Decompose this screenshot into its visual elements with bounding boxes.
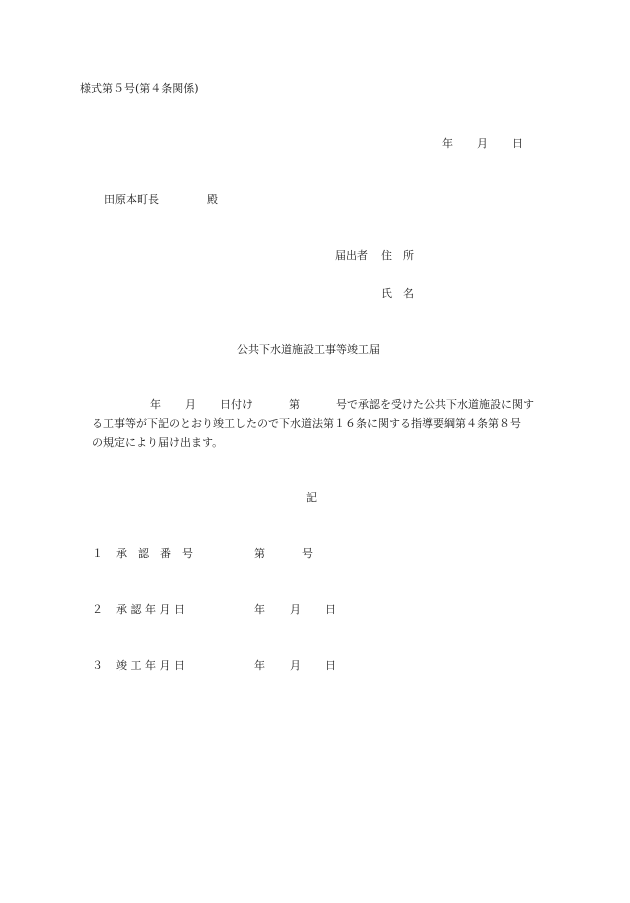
item-number: ３ xyxy=(92,659,103,672)
item-number: ２ xyxy=(92,603,103,616)
date-day: 日 xyxy=(512,137,523,150)
ki-heading: 記 xyxy=(306,491,317,504)
form-number: 様式第５号(第４条関係) xyxy=(80,82,199,95)
applicant-label: 届出者 xyxy=(335,249,368,262)
addressee-honorific: 殿 xyxy=(207,193,218,206)
item-month: 月 xyxy=(290,603,301,616)
body-year: 年 xyxy=(150,398,161,411)
body-line3: の規定により届け出ます。 xyxy=(92,436,224,449)
item-label: 承 認 年 月 日 xyxy=(116,603,185,616)
body-month: 月 xyxy=(185,398,196,411)
item-value-suffix: 号 xyxy=(302,547,313,560)
body-dated: 日付け xyxy=(220,398,253,411)
item-day: 日 xyxy=(325,603,336,616)
item-label: 承 認 番 号 xyxy=(116,547,193,560)
body-line2: る工事等が下記のとおり竣工したので下水道法第１６条に関する指導要綱第４条第８号 xyxy=(92,417,521,430)
date-year: 年 xyxy=(442,137,453,150)
name-label: 氏 名 xyxy=(381,287,414,300)
item-year: 年 xyxy=(254,659,265,672)
item-value-prefix: 第 xyxy=(254,547,265,560)
date-month: 月 xyxy=(477,137,488,150)
addressee-name: 田原本町長 xyxy=(104,193,159,206)
body-line1-rest: 号で承認を受けた公共下水道施設に関す xyxy=(336,398,534,411)
body-number-prefix: 第 xyxy=(289,398,300,411)
item-number: １ xyxy=(92,547,103,560)
item-label: 竣 工 年 月 日 xyxy=(116,659,185,672)
document-title: 公共下水道施設工事等竣工届 xyxy=(237,343,380,356)
item-day: 日 xyxy=(325,659,336,672)
item-year: 年 xyxy=(254,603,265,616)
item-month: 月 xyxy=(290,659,301,672)
address-label: 住 所 xyxy=(381,249,414,262)
